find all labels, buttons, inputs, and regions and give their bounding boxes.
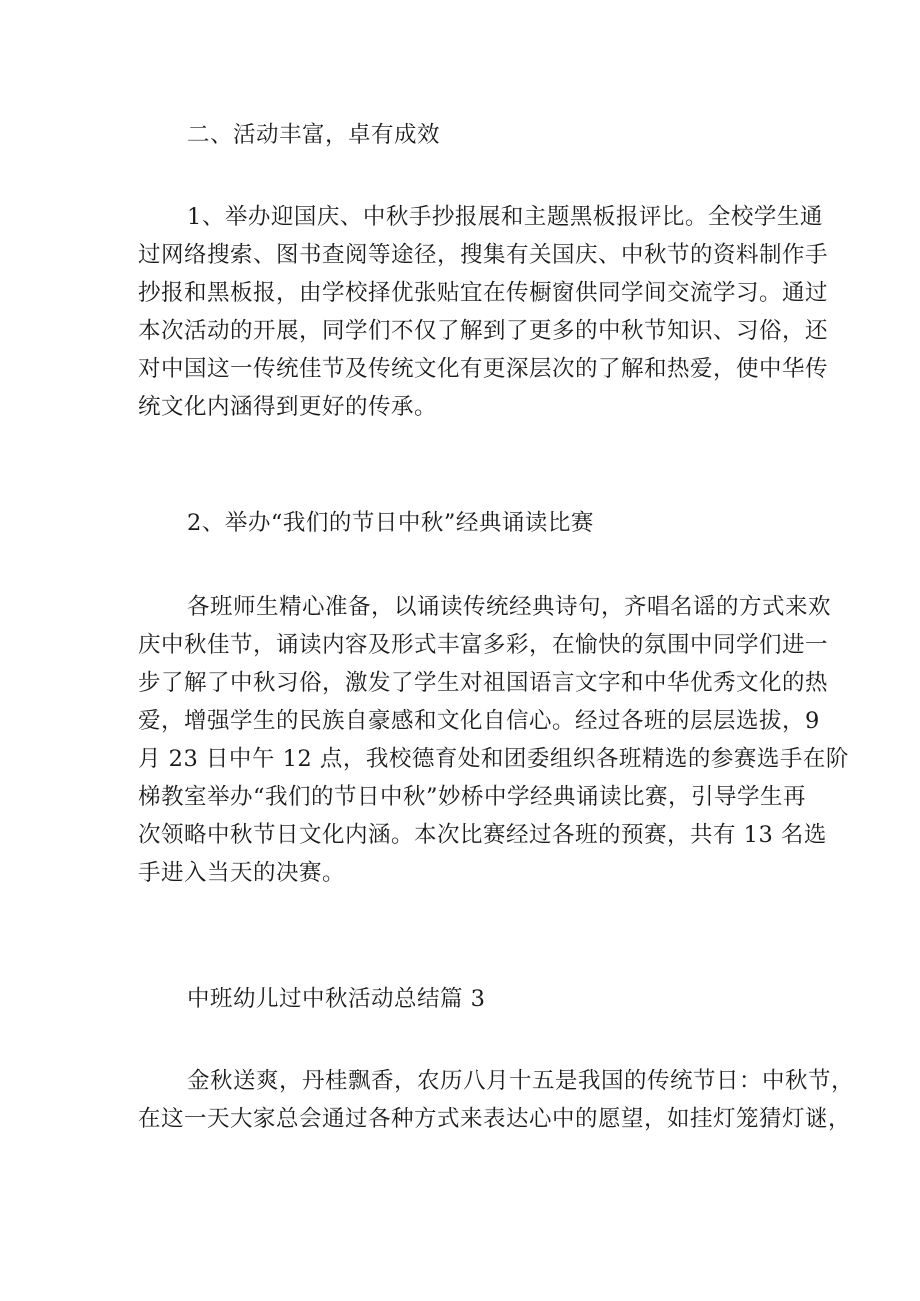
paragraph-line: 月 23 日中午 12 点，我校德育处和团委组织各班精选的参赛选手在阶 [138,746,849,772]
paragraph-line: 过网络搜索、图书查阅等途径，搜集有关国庆、中秋节的资料制作手 [138,242,829,268]
paragraph-handwritten-newspaper [138,198,829,426]
paragraph-line: 步了解了中秋习俗，激发了学生对祖国语言文字和中华优秀文化的热 [138,670,829,696]
subheading-recitation-contest [138,504,798,542]
paragraph-line: 梯教室举办“我们的节日中秋”妙桥中学经典诵读比赛，引导学生再 [138,784,807,810]
paragraph-line: 在这一天大家总会通过各种方式来表达心中的愿望，如挂灯笼猜灯谜， [138,1106,852,1132]
paragraph-line: 本次活动的开展，同学们不仅了解到了更多的中秋节知识、习俗，还 [138,318,829,344]
article-title-part-3 [138,980,798,1018]
section-heading [138,116,798,154]
paragraph-line: 对中国这一传统佳节及传统文化有更深层次的了解和热爱，使中华传 [138,356,829,382]
paragraph-line: 手进入当天的决赛。 [138,860,346,886]
paragraph-line: 统文化内涵得到更好的传承。 [138,394,438,420]
paragraph-line: 庆中秋佳节，诵读内容及形式丰富多彩，在愉快的氛围中同学们进一 [138,632,829,658]
paragraph-line: 各班师生精心准备，以诵读传统经典诗句，齐唱名谣的方式来欢 [187,594,832,620]
paragraph-line: 1、举办迎国庆、中秋手抄报展和主题黑板报评比。全校学生通 [187,204,823,230]
paragraph-recitation-contest [138,588,849,892]
paragraph-line: 金秋送爽，丹桂飘香，农历八月十五是我国的传统节日：中秋节， [187,1068,855,1094]
section-heading-text: 二、活动丰富，卓有成效 [187,122,441,148]
paragraph-mid-autumn-intro [138,1062,855,1138]
article-title-text: 中班幼儿过中秋活动总结篇 3 [187,986,486,1012]
subheading-text: 2、举办“我们的节日中秋”经典诵读比赛 [187,510,594,536]
paragraph-line: 次领略中秋节日文化内涵。本次比赛经过各班的预赛，共有 13 名选 [138,822,827,848]
paragraph-line: 爱，增强学生的民族自豪感和文化自信心。经过各班的层层选拔，9 [138,708,820,734]
paragraph-line: 抄报和黑板报，由学校择优张贴宜在传橱窗供同学间交流学习。通过 [138,280,829,306]
